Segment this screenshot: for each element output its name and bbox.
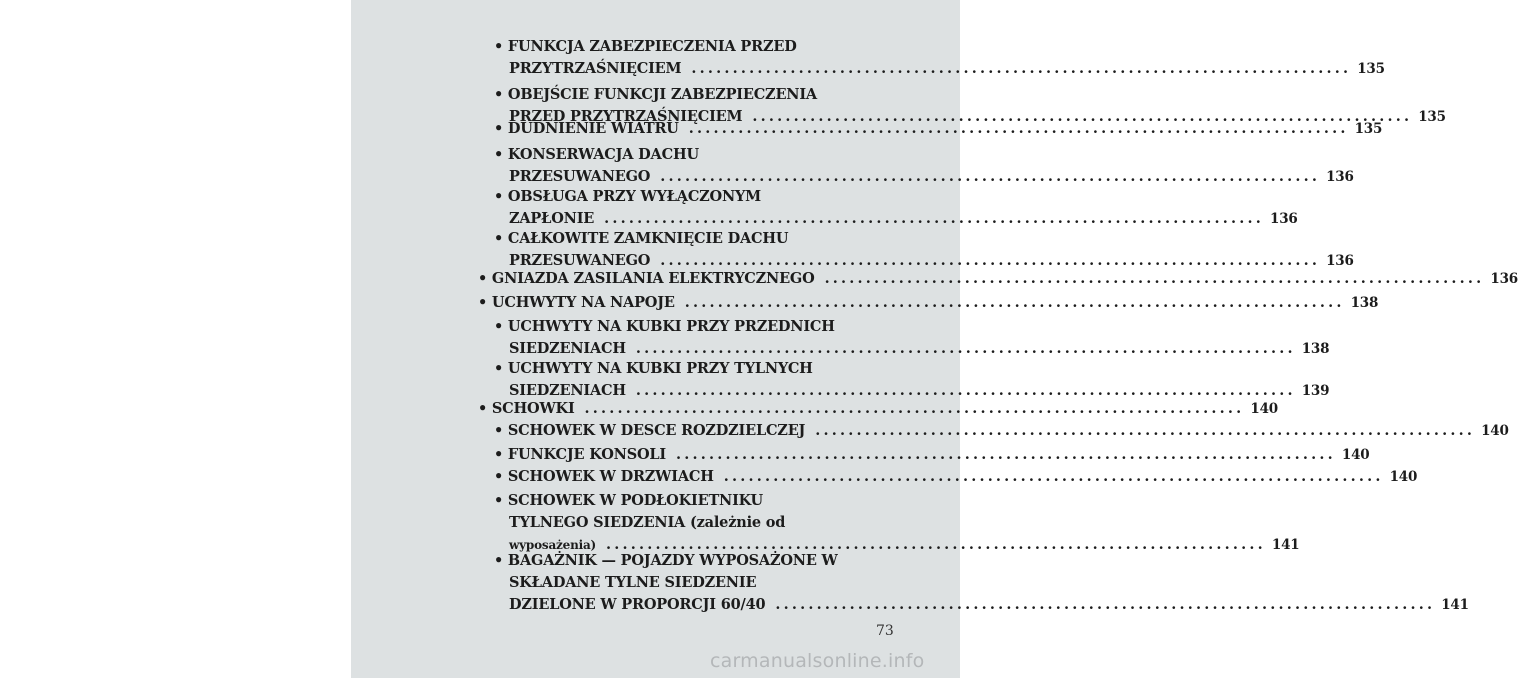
toc-entry-title: TYLNEGO SIEDZENIA (zależnie od — [509, 514, 786, 531]
toc-entry[interactable] — [478, 292, 1379, 314]
leader-dots: ................................................................................ — [815, 422, 1476, 439]
leader-dots: ................................................................................ — [775, 596, 1436, 613]
toc-entry[interactable] — [494, 36, 1385, 80]
toc-entry-title: • SCHOWEK W DRZWIACH — [494, 468, 714, 485]
toc-page-number: 136 — [1270, 211, 1298, 227]
toc-entry-line — [494, 186, 898, 208]
toc-entry-title: SIEDZENIACH — [509, 382, 626, 399]
toc-entry-last-line — [478, 292, 1379, 314]
toc-entry[interactable] — [494, 420, 1509, 442]
toc-entry-title: • UCHWYTY NA NAPOJE — [478, 294, 675, 311]
toc-entry-last-line — [494, 420, 1509, 442]
toc-entry[interactable] — [494, 490, 1300, 556]
toc-entry[interactable] — [494, 118, 1383, 140]
toc-page-number: 135 — [1354, 121, 1383, 137]
toc-entry-line — [494, 228, 898, 250]
toc-page-number: 141 — [1271, 537, 1300, 553]
toc-entry-title: • OBEJŚCIE FUNKCJI ZABEZPIECZENIA — [494, 86, 817, 103]
toc-entry-last-line — [494, 208, 1298, 230]
leader-dots: ................................................................................ — [604, 210, 1265, 227]
toc-entry-title: • FUNKCJE KONSOLI — [494, 446, 667, 463]
toc-entry-title: SKŁADANE TYLNE SIEDZENIE — [509, 574, 757, 591]
leader-dots: ................................................................................ — [752, 108, 1413, 125]
toc-page-number: 140 — [1341, 447, 1370, 463]
toc-entry-title: • UCHWYTY NA KUBKI PRZY PRZEDNICH — [494, 318, 835, 335]
toc-entry-title: PRZED PRZYTRZAŚNIĘCIEM — [509, 108, 743, 125]
toc-entry-line — [494, 84, 898, 106]
toc-page-number: 136 — [1326, 253, 1354, 269]
leader-dots: ................................................................................ — [660, 168, 1321, 185]
toc-page-number: 135 — [1357, 61, 1385, 77]
toc-entry[interactable] — [494, 466, 1418, 488]
toc-entry-line — [494, 358, 898, 380]
toc-entry-title: • FUNKCJA ZABEZPIECZENIA PRZED — [494, 38, 797, 55]
leader-dots: ................................................................................ — [584, 400, 1245, 417]
toc-entry-title: DZIELONE W PROPORCJI 60/40 — [509, 596, 766, 613]
toc-page-number: 136 — [1490, 271, 1518, 287]
leader-dots: ................................................................................ — [635, 382, 1296, 399]
toc-entry-title: • BAGAŻNIK — POJAZDY WYPOSAŻONE W — [494, 552, 838, 569]
toc-page-number: 140 — [1250, 401, 1278, 417]
toc-entry-line — [494, 572, 898, 594]
toc-entry[interactable] — [494, 358, 1330, 402]
toc-page-number: 135 — [1418, 109, 1446, 125]
toc-page-number: 140 — [1481, 423, 1509, 439]
toc-entry[interactable] — [478, 268, 1518, 290]
toc-page-number: 136 — [1326, 169, 1354, 185]
leader-dots: ................................................................................ — [676, 446, 1336, 463]
toc-entry-last-line — [494, 466, 1418, 488]
toc-entry-last-line — [478, 268, 1518, 290]
toc-entry-last-line — [494, 338, 1330, 360]
leader-dots: ................................................................................ — [688, 120, 1349, 137]
toc-entry-title: • DUDNIENIE WIATRU — [494, 120, 679, 137]
toc-entry-title: PRZYTRZAŚNIĘCIEM — [509, 60, 682, 77]
leader-dots: ................................................................................ — [660, 252, 1321, 269]
toc-page-number: 138 — [1301, 341, 1330, 357]
toc-entry-line — [494, 36, 898, 58]
toc-entry-last-line — [494, 166, 1354, 188]
watermark-text: carmanualsonline.info — [710, 650, 925, 672]
toc-entry[interactable] — [494, 444, 1370, 466]
toc-entry-title: • UCHWYTY NA KUBKI PRZY TYLNYCH — [494, 360, 813, 377]
toc-entry[interactable] — [494, 550, 1469, 616]
toc-entry-title: ZAPŁONIE — [509, 210, 595, 227]
toc-page-number: 139 — [1301, 383, 1330, 399]
toc-entry-line — [494, 316, 898, 338]
toc-entry-last-line — [478, 398, 1278, 420]
toc-entry-line — [494, 550, 898, 572]
toc-entry[interactable] — [494, 316, 1330, 360]
page-number: 73 — [876, 623, 894, 639]
toc-entry[interactable] — [494, 186, 1298, 230]
toc-entry-title: PRZESUWANEGO — [509, 168, 651, 185]
leader-dots: ................................................................................ — [635, 340, 1296, 357]
leader-dots: ................................................................................ — [723, 468, 1384, 485]
toc-entry[interactable] — [478, 398, 1278, 420]
toc-entry[interactable] — [494, 144, 1354, 188]
toc-page-number: 138 — [1350, 295, 1379, 311]
toc-entry-title: • OBSŁUGA PRZY WYŁĄCZONYM — [494, 188, 762, 205]
toc-entry-last-line — [494, 118, 1383, 140]
left-page-blank — [0, 0, 351, 678]
toc-entry-title: • SCHOWEK W PODŁOKIETNIKU — [494, 492, 764, 509]
toc-entry-line — [494, 490, 898, 512]
leader-dots: ................................................................................ — [684, 294, 1345, 311]
toc-entry-title: wyposażenia) — [509, 538, 597, 552]
toc-entry-title: • GNIAZDA ZASILANIA ELEKTRYCZNEGO — [478, 270, 815, 287]
toc-entry[interactable] — [494, 228, 1354, 272]
toc-entry-last-line — [494, 444, 1370, 466]
toc-entry-title: PRZESUWANEGO — [509, 252, 651, 269]
toc-entry-last-line — [494, 58, 1385, 80]
toc-page-number: 141 — [1441, 597, 1469, 613]
toc-entry-title: • SCHOWKI — [478, 400, 575, 417]
toc-entry-title: • CAŁKOWITE ZAMKNIĘCIE DACHU — [494, 230, 789, 247]
toc-entry-title: • SCHOWEK W DESCE ROZDZIELCZEJ — [494, 422, 806, 439]
leader-dots: ................................................................................ — [606, 536, 1266, 553]
leader-dots: ................................................................................ — [824, 270, 1485, 287]
toc-entry-title: SIEDZENIACH — [509, 340, 626, 357]
toc-page-number: 140 — [1389, 469, 1418, 485]
leader-dots: ................................................................................ — [691, 60, 1352, 77]
toc-entry-line — [494, 512, 898, 534]
toc-entry-title: • KONSERWACJA DACHU — [494, 146, 699, 163]
toc-entry-line — [494, 144, 898, 166]
toc-entry-last-line — [494, 594, 1469, 616]
